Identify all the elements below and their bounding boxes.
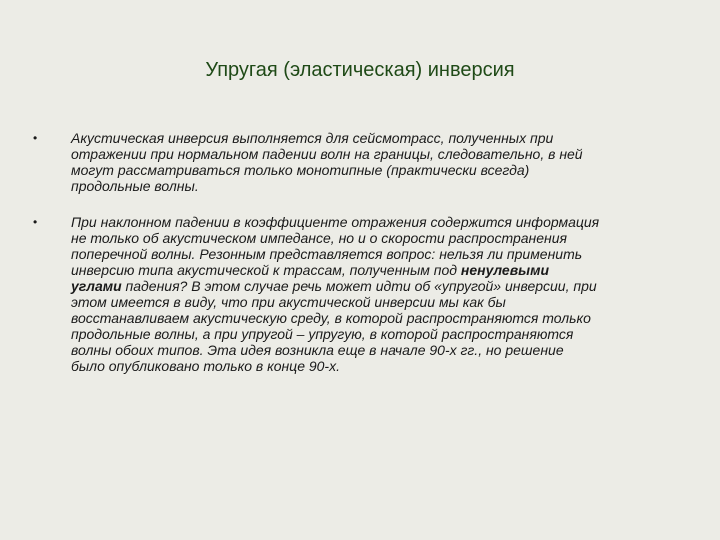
text-line: [71, 262, 693, 278]
slide-title: Упругая (эластическая) инверсия: [205, 59, 515, 81]
text-line: восстанавливаем акустическую среду, в которой распространяются только: [71, 310, 591, 326]
text-line: могут рассматриваться только монотипные (практически всегда): [71, 162, 530, 178]
text-line: Акустическая инверсия выполняется для сейсмотрасс, полученных при: [71, 130, 554, 146]
emphasis-text: углами: [71, 278, 122, 294]
text-line: волны обоих типов. Эта идея возникла еще в начале 90-х гг., но решение: [71, 342, 564, 358]
text-line: продольные волны, а при упругой – упругую, в которой распространяются: [71, 326, 574, 342]
bullet-icon: •: [33, 131, 38, 145]
text-fragment: падения? В этом случае речь может идти об «упругой» инверсии, при: [121, 278, 597, 294]
text-line: [71, 278, 693, 294]
bullet-text: [71, 214, 693, 374]
bullet-text: [71, 130, 693, 194]
text-line: этом имеется в виду, что при акустической инверсии мы как бы: [71, 294, 506, 310]
text-line: не только об акустическом импедансе, но и о скорости распространения: [71, 230, 567, 246]
text-fragment: инверсию типа акустической к трассам, полученным под: [71, 262, 461, 278]
emphasis-text: ненулевыми: [460, 262, 550, 278]
text-line: поперечной волны. Резонным представляется вопрос: нельзя ли применить: [71, 246, 583, 262]
bullet-list: [33, 130, 693, 394]
text-line: продольные волны.: [71, 178, 199, 194]
bullet-item-elastic-inversion: [33, 214, 693, 374]
text-line: При наклонном падении в коэффициенте отражения содержится информация: [71, 214, 600, 230]
bullet-item-acoustic-inversion: [33, 130, 693, 194]
text-line: отражении при нормальном падении волн на границы, следовательно, в ней: [71, 146, 583, 162]
bullet-icon: •: [33, 215, 38, 229]
text-line: было опубликовано только в конце 90-х.: [71, 358, 340, 374]
